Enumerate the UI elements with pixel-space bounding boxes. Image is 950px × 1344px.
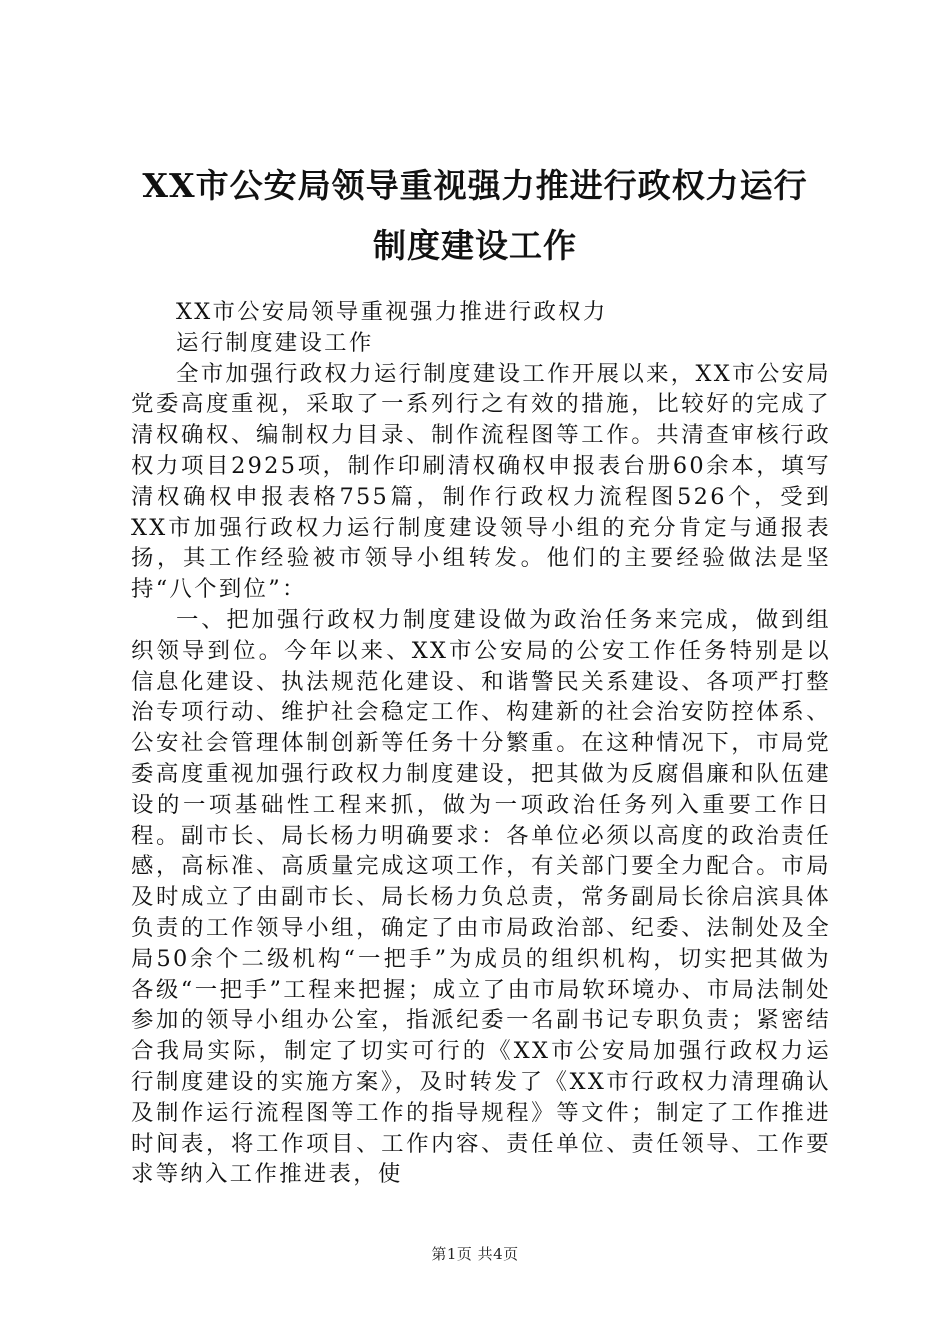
document-body — [131, 297, 831, 1190]
paragraph: 全市加强行政权力运行制度建设工作开展以来，XX市公安局党委高度重视，采取了一系列行之有效的措施，比较好的完成了清权确权、编制权力目录、制作流程图等工作。共清查审核行政权力项目2925项，制作印刷清权确权申报表台册60余本，填写清权确权申报表格755篇，制作行政权力流程图526个，受到XX市加强行政权力运行制度建设领导小组的充分肯定与通报表扬，其工作经验被市领导小组转发。他们的主要经验做法是坚持“八个到位”： — [131, 360, 831, 603]
paragraph: 一、把加强行政权力制度建设做为政治任务来完成，做到组织领导到位。今年以来、XX市公安局的公安工作任务特别是以信息化建设、执法规范化建设、和谐警民关系建设、各项严打整治专项行动、维护社会稳定工作、构建新的社会治安防控体系、公安社会管理体制创新等任务十分繁重。在这种情况下，市局党委高度重视加强行政权力制度建设，把其做为反腐倡廉和队伍建设的一项基础性工程来抓，做为一项政治任务列入重要工作日程。副市长、局长杨力明确要求：各单位必须以高度的政治责任感，高标准、高质量完成这项工作，有关部门要全力配合。市局及时成立了由副市长、局长杨力负总责，常务副局长徐启滨具体负责的工作领导小组，确定了由市局政治部、纪委、法制处及全局50余个二级机构“一把手”为成员的组织机构，切实把其做为各级“一把手”工程来把握；成立了由市局软环境办、市局法制处参加的领导小组办公室，指派纪委一名副书记专职负责；紧密结合我局实际，制定了切实可行的《XX市公安局加强行政权力运行制度建设的实施方案》，及时转发了《XX市行政权力清理确认及制作运行流程图等工作的指导规程》等文件；制定了工作推进时间表，将工作项目、工作内容、责任单位、责任领导、工作要求等纳入工作推进表，使 — [131, 606, 831, 1188]
subtitle-line-1: XX市公安局领导重视强力推进行政权力 — [176, 299, 608, 325]
page-number-footer: 第1页 共4页 — [431, 1245, 519, 1263]
document-title-line-2: 制度建设工作 — [373, 226, 577, 265]
document-title-line-1: XX市公安局领导重视强力推进行政权力运行 — [142, 166, 808, 205]
subtitle-line-2: 运行制度建设工作 — [176, 329, 374, 356]
